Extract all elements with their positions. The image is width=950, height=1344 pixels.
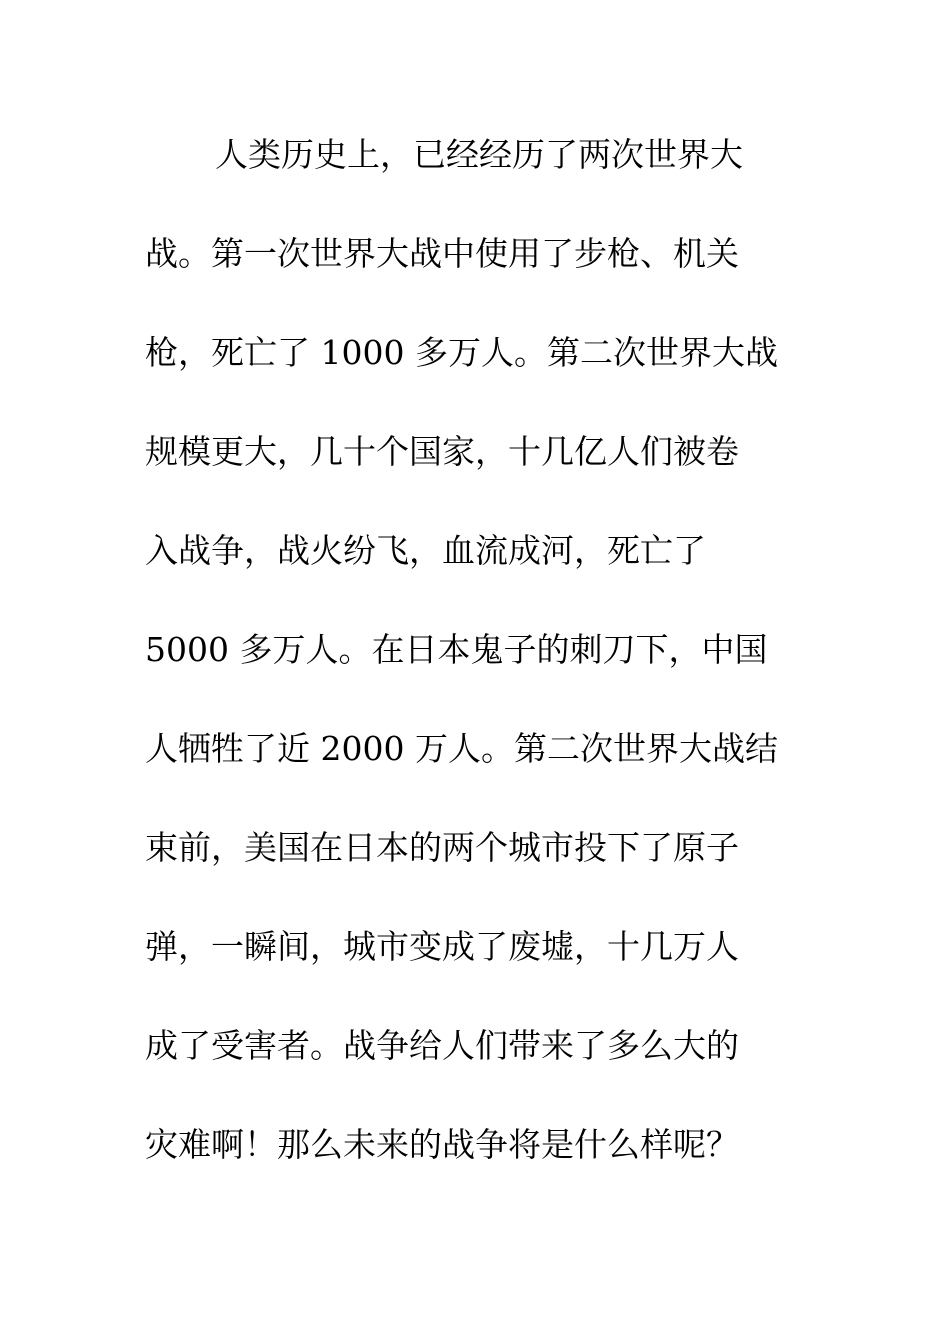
paragraph-line: 规模更大，几十个国家，十几亿人们被卷 [145, 432, 739, 471]
paragraph-line: 入战争，战火纷飞，血流成河，死亡了 [145, 531, 706, 570]
paragraph-line: 成了受害者。战争给人们带来了多么大的 [145, 1026, 739, 1065]
paragraph-line: 灾难啊！那么未来的战争将是什么样呢？ [145, 1125, 739, 1164]
paragraph-line: 枪，死亡了 1000 多万人。第二次世界大战 [145, 333, 778, 372]
paragraph-line: 战。第一次世界大战中使用了步枪、机关 [145, 234, 739, 273]
paragraph-line: 5000 多万人。在日本鬼子的刺刀下，中国 [145, 630, 768, 669]
paragraph-line: 束前，美国在日本的两个城市投下了原子 [145, 828, 739, 867]
paragraph-line: 弹，一瞬间，城市变成了废墟，十几万人 [145, 927, 739, 966]
paragraph-line: 人类历史上，已经经历了两次世界大 [215, 135, 743, 174]
paragraph-line: 人牺牲了近 2000 万人。第二次世界大战结 [145, 729, 778, 768]
